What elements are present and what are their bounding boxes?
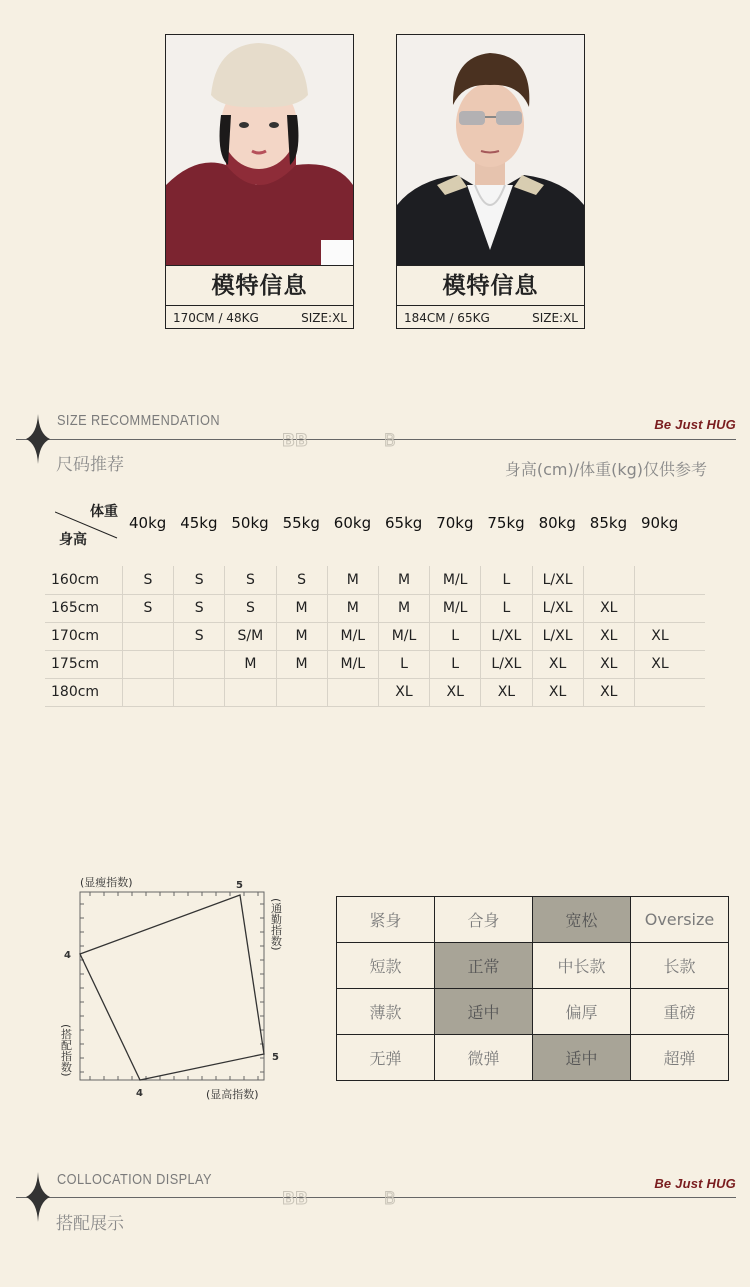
size-cell: M [276, 622, 327, 650]
radar-left-label: (搭配指数) [59, 1024, 73, 1077]
model-photo-2 [397, 35, 584, 265]
height-label: 165cm [51, 600, 100, 616]
fit-row [337, 897, 729, 943]
size-cell: L/XL [480, 622, 531, 650]
collocation-title-en: COLLOCATION DISPLAY [57, 1171, 212, 1188]
size-cell: L [429, 650, 480, 678]
size-cell: M [327, 594, 378, 622]
size-cell: XL [429, 678, 480, 706]
fit-attribute-table [336, 896, 729, 1081]
corner-height-label: 身高 [59, 532, 87, 548]
size-cell: M [276, 594, 327, 622]
size-cell: L [378, 650, 429, 678]
model-height-weight-1: 170CM / 48KG [173, 311, 259, 325]
size-cell: L [480, 566, 531, 594]
radar-top-value: 5 [236, 880, 243, 891]
size-cell: XL [583, 622, 634, 650]
weight-header: 85kg [589, 514, 628, 532]
size-table-row [45, 678, 705, 707]
size-cell: L/XL [532, 594, 583, 622]
fit-cell: 重磅 [631, 989, 729, 1035]
model-stats-2 [397, 305, 584, 330]
size-cell: S [276, 566, 327, 594]
size-cell: M/L [429, 594, 480, 622]
size-cell [634, 678, 685, 706]
size-cell [122, 622, 173, 650]
size-section-title-en: SIZE RECOMMENDATION [57, 412, 220, 429]
size-cell: M [276, 650, 327, 678]
weight-header: 50kg [231, 514, 269, 532]
weight-header: 40kg [129, 514, 167, 532]
size-cell: XL [583, 678, 634, 706]
size-cell: XL [634, 650, 685, 678]
fit-cell: 超弹 [631, 1035, 729, 1081]
size-cell: XL [480, 678, 531, 706]
size-cell: M/L [378, 622, 429, 650]
fit-cell: 长款 [631, 943, 729, 989]
weight-header: 60kg [333, 514, 372, 532]
model-photo-1 [166, 35, 353, 265]
fit-row [337, 989, 729, 1035]
size-table-row [45, 650, 705, 679]
size-cell: M [378, 594, 429, 622]
fit-cell: 偏厚 [533, 989, 631, 1035]
model-stats-1 [166, 305, 353, 330]
svg-text:BB: BB [282, 1189, 308, 1207]
radar-chart [40, 870, 300, 1110]
size-cell: M [378, 566, 429, 594]
weight-header: 75kg [487, 514, 525, 532]
weight-header: 90kg [641, 514, 679, 532]
bb-logo-icon-2 [282, 1189, 312, 1207]
size-cell [634, 594, 685, 622]
size-section-title-cn: 尺码推荐 [56, 455, 124, 475]
size-cell: M/L [327, 622, 378, 650]
size-cell [122, 678, 173, 706]
svg-text:B: B [384, 1189, 396, 1207]
size-cell: XL [378, 678, 429, 706]
weight-header: 65kg [385, 514, 423, 532]
size-cell: L/XL [532, 622, 583, 650]
size-cell: M/L [429, 566, 480, 594]
height-label: 160cm [51, 572, 100, 588]
model-size-2: SIZE:XL [532, 311, 578, 325]
model-info-title-2: 模特信息 [397, 265, 584, 306]
model-size-1: SIZE:XL [301, 311, 347, 325]
size-cell: M [224, 650, 275, 678]
model-card-2 [396, 34, 585, 329]
brand-logo-2: Be Just HUG [654, 1176, 736, 1191]
size-cell: S [173, 622, 224, 650]
fit-cell: 薄款 [337, 989, 435, 1035]
size-cell: S [173, 594, 224, 622]
brand-logo: Be Just HUG [654, 417, 736, 432]
size-cell: S [122, 566, 173, 594]
fit-cell: Oversize [631, 897, 729, 943]
size-table-row [45, 622, 705, 651]
collocation-title-cn: 搭配展示 [56, 1214, 124, 1234]
section-divider [16, 439, 736, 440]
height-label: 170cm [51, 628, 100, 644]
size-cell: S [224, 566, 275, 594]
b-logo-icon-2 [383, 1189, 401, 1207]
sparkle-icon [26, 414, 50, 464]
size-cell: L/XL [532, 566, 583, 594]
fit-cell-selected: 适中 [533, 1035, 631, 1081]
model-height-weight-2: 184CM / 65KG [404, 311, 490, 325]
size-note: 身高(cm)/体重(kg)仅供参考 [504, 460, 707, 479]
fit-cell: 短款 [337, 943, 435, 989]
size-cell [173, 678, 224, 706]
fit-cell: 无弹 [337, 1035, 435, 1081]
radar-top-label: (显瘦指数) [80, 876, 133, 889]
size-cell: XL [583, 594, 634, 622]
size-cell [327, 678, 378, 706]
size-table-row [45, 566, 705, 595]
radar-right-value: 5 [272, 1052, 279, 1063]
size-cell [276, 678, 327, 706]
weight-header: 80kg [538, 514, 576, 532]
fit-cell-selected: 宽松 [533, 897, 631, 943]
sparkle-icon-2 [26, 1172, 50, 1222]
size-cell: S [173, 566, 224, 594]
b-logo-icon [383, 431, 401, 449]
size-cell [224, 678, 275, 706]
height-label: 180cm [51, 684, 100, 700]
height-label: 175cm [51, 656, 100, 672]
fit-cell-selected: 正常 [435, 943, 533, 989]
size-cell [173, 650, 224, 678]
radar-left-value: 4 [64, 950, 71, 961]
table-corner-header [55, 498, 120, 550]
size-cell: XL [532, 650, 583, 678]
fit-row [337, 943, 729, 989]
svg-text:BB: BB [282, 431, 308, 449]
size-cell: L [429, 622, 480, 650]
fit-cell: 合身 [435, 897, 533, 943]
model-card-1 [165, 34, 354, 329]
fit-cell-selected: 适中 [435, 989, 533, 1035]
fit-row [337, 1035, 729, 1081]
radar-bottom-value: 4 [136, 1088, 143, 1099]
weight-header: 70kg [436, 514, 474, 532]
svg-text:B: B [384, 431, 396, 449]
size-cell: S/M [224, 622, 275, 650]
size-cell [583, 566, 634, 594]
size-cell [634, 566, 685, 594]
size-cell: S [224, 594, 275, 622]
section-divider-2 [16, 1197, 736, 1198]
fit-cell: 微弹 [435, 1035, 533, 1081]
bb-logo-icon [282, 431, 312, 449]
size-cell: M [327, 566, 378, 594]
fit-cell: 紧身 [337, 897, 435, 943]
corner-weight-label: 体重 [90, 504, 118, 520]
fit-cell: 中长款 [533, 943, 631, 989]
radar-polygon [80, 895, 264, 1080]
size-table-row [45, 594, 705, 623]
size-cell: S [122, 594, 173, 622]
size-cell: L [480, 594, 531, 622]
weight-header: 45kg [180, 514, 218, 532]
size-cell: XL [634, 622, 685, 650]
size-cell: XL [532, 678, 583, 706]
size-cell [122, 650, 173, 678]
radar-bottom-label: (显高指数) [206, 1088, 259, 1101]
model-info-title-1: 模特信息 [166, 265, 353, 306]
weight-header: 55kg [282, 514, 320, 532]
size-cell: L/XL [480, 650, 531, 678]
size-cell: XL [583, 650, 634, 678]
radar-right-label: (通勤指数) [269, 898, 283, 951]
size-cell: M/L [327, 650, 378, 678]
